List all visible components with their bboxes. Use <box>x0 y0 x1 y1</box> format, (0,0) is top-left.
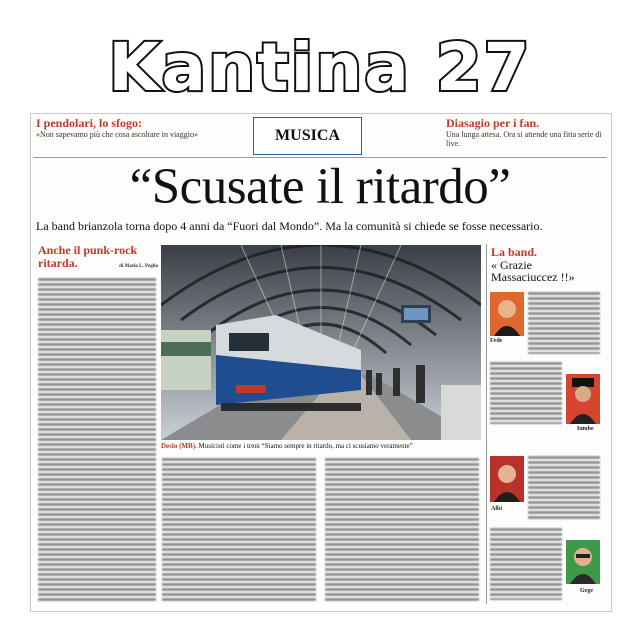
member-text-fede <box>528 292 600 354</box>
station-photo <box>161 245 481 440</box>
sidebar-rule <box>486 244 487 604</box>
member-name-albi: Albi <box>491 506 503 512</box>
left-article-kicker-line2: ritarda. <box>38 256 78 270</box>
main-article-body-col1 <box>162 458 316 603</box>
header-rule <box>33 157 607 158</box>
member-photo-fede <box>490 292 524 336</box>
teaser-right-title: Diasagio per i fan. <box>446 116 540 130</box>
headline: “Scusate il ritardo” <box>129 159 511 215</box>
teaser-left <box>36 117 241 139</box>
member-name-iumbe: Iumbe <box>577 426 594 432</box>
sidebar-header <box>491 246 603 284</box>
photo-caption-text: Musicisti come i treni “Siamo sempre in ritardo, ma ci scusiamo veramente” <box>198 442 413 450</box>
band-logo-text: Kantina 27 <box>108 29 532 106</box>
sidebar-quote-line1: « Grazie <box>491 258 532 272</box>
member-text-gege <box>490 528 562 600</box>
teaser-left-title: I pendolari, lo sfogo: <box>36 116 143 130</box>
teaser-right <box>446 117 606 148</box>
subheadline: La band brianzola torna dopo 4 anni da “Fuori dal Mondo”. Ma la comunità si chiede se fosse necessario. <box>36 219 543 233</box>
member-photo-albi <box>490 456 524 502</box>
member-text-albi <box>528 456 600 520</box>
photo-caption-place: Desio (MB). <box>161 442 197 450</box>
sidebar-quote-line2: Massaciuccez !!» <box>491 270 575 284</box>
teaser-left-text: «Non sapevamo più che cosa ascoltare in viaggio» <box>36 130 198 139</box>
band-logo <box>0 0 640 115</box>
main-article-body-col2 <box>325 458 479 603</box>
left-article-body <box>38 278 156 603</box>
sidebar-title: La band. <box>491 245 538 259</box>
left-article-byline: di Mario L. Peglio <box>119 264 158 269</box>
left-article-header <box>38 244 158 270</box>
member-photo-gege <box>566 540 600 584</box>
member-name-fede: Fede <box>490 338 503 344</box>
left-article-kicker-line1: Anche il punk-rock <box>38 243 138 257</box>
member-photo-iumbe <box>566 374 600 424</box>
member-text-iumbe <box>490 362 562 424</box>
section-label: MUSICA <box>253 117 362 155</box>
photo-caption <box>161 442 481 451</box>
member-name-gege: Gege <box>580 588 593 594</box>
teaser-right-text: Una lunga attesa. Ora si attende una fitta serie di live. <box>446 130 602 148</box>
